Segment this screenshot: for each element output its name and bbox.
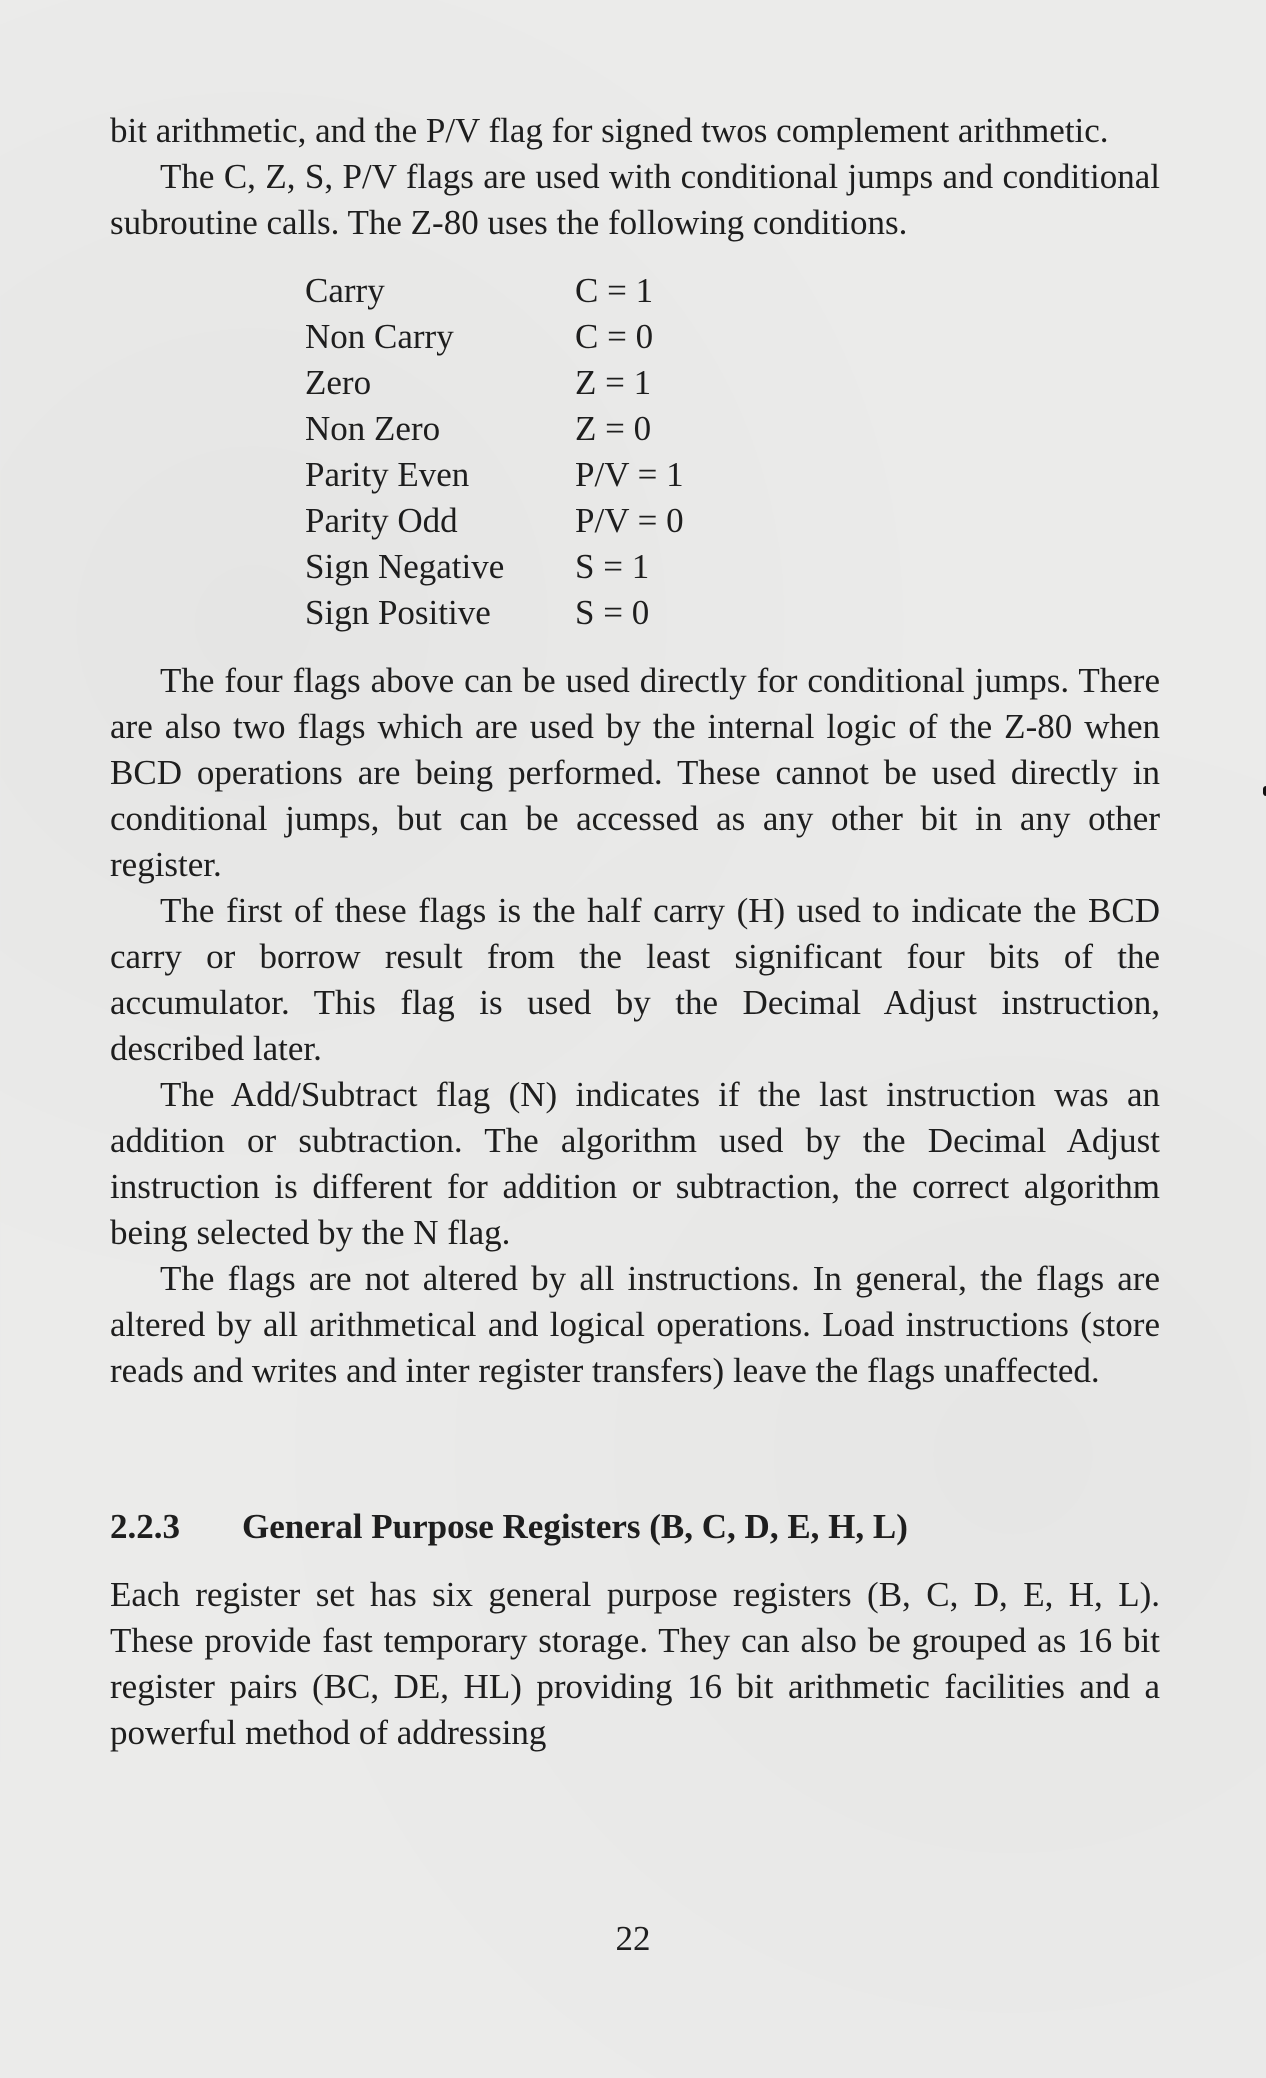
section-number: 2.2.3 [110, 1507, 180, 1546]
paragraph-bcd-flags: The four flags above can be used directly for conditional jumps. There are also two flags which are used by the internal logic of the Z-80 when BCD operations are being performed. These cannot be used directly in conditional jumps, but can be accessed as any other bit in any other register. [110, 661, 1160, 884]
paragraph-conditions-intro: The C, Z, S, P/V flags are used with conditional jumps and conditional subroutine calls. The Z-80 uses the following conditions. [110, 157, 1160, 242]
condition-name: Parity Even [305, 455, 470, 494]
condition-value: Z = 1 [575, 363, 652, 402]
conditions-table [305, 268, 684, 636]
condition-value: C = 0 [575, 317, 654, 356]
condition-name: Zero [305, 363, 372, 402]
condition-row [305, 498, 684, 544]
condition-name: Parity Odd [305, 501, 458, 540]
paragraph-half-carry: The first of these flags is the half carry (H) used to indicate the BCD carry or borrow result from the least significant four bits of the accumulator. This flag is used by the Decimal Adjust instruction, described later. [110, 891, 1160, 1068]
condition-value: S = 1 [575, 547, 650, 586]
condition-value: P/V = 0 [575, 501, 684, 540]
condition-row [305, 268, 684, 314]
condition-name: Carry [305, 271, 385, 310]
condition-name: Non Zero [305, 409, 441, 448]
condition-row [305, 406, 684, 452]
condition-name: Sign Negative [305, 547, 505, 586]
condition-value: P/V = 1 [575, 455, 684, 494]
condition-row [305, 590, 684, 636]
page-number: 22 [615, 1919, 651, 1958]
condition-value: C = 1 [575, 271, 654, 310]
condition-row [305, 452, 684, 498]
section-heading [110, 1504, 1160, 1550]
condition-row [305, 314, 684, 360]
condition-value: S = 0 [575, 593, 650, 632]
paragraph-add-subtract: The Add/Subtract flag (N) indicates if the last instruction was an addition or subtraction. The algorithm used by the Decimal Adjust instruction is different for addition or subtraction, the correct algorithm being selected by the N flag. [110, 1075, 1160, 1252]
condition-value: Z = 0 [575, 409, 652, 448]
condition-name: Non Carry [305, 317, 454, 356]
page-body [110, 108, 1160, 1756]
section-title: General Purpose Registers (B, C, D, E, H, L) [242, 1507, 908, 1546]
condition-name: Sign Positive [305, 593, 491, 632]
paragraph-general-registers: Each register set has six general purpose registers (B, C, D, E, H, L). These provide fast temporary storage. They can also be grouped as 16 bit register pairs (BC, DE, HL) providing 16 bit arithmetic facilities and a powerful method of addressing [110, 1575, 1160, 1752]
paragraph-flags-altered: The flags are not altered by all instructions. In general, the flags are altered by all arithmetical and logical operations. Load instructions (store reads and writes and inter register transfers) leave the flags unaffected. [110, 1259, 1160, 1390]
condition-row [305, 544, 684, 590]
paragraph-continuation: bit arithmetic, and the P/V flag for signed twos complement arithmetic. [110, 111, 1109, 150]
condition-row [305, 360, 684, 406]
